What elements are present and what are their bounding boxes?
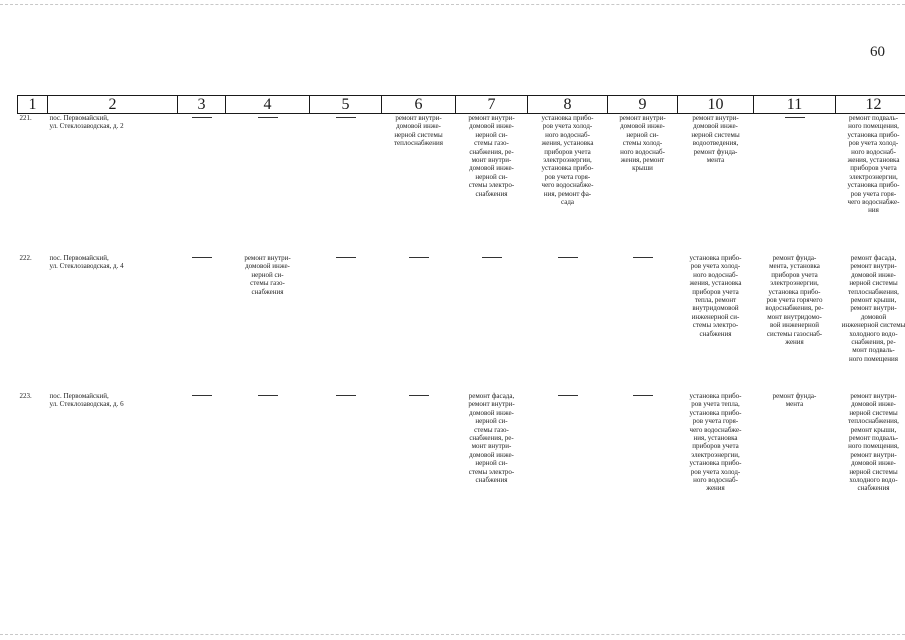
empty-cell	[528, 392, 608, 526]
work-line: внутридомовой	[692, 304, 739, 313]
work-line: ремонт внутри-	[619, 114, 666, 122]
empty-cell	[310, 392, 382, 526]
work-line: ремонт внутри-	[395, 114, 442, 122]
empty-dash	[192, 117, 212, 118]
work-line: ного помещения,	[848, 122, 899, 131]
empty-cell	[456, 254, 528, 392]
work-line: ного водоснаб-	[693, 476, 738, 485]
work-line: домовой инже-	[469, 164, 514, 173]
work-line: ремонт подваль-	[848, 114, 899, 122]
col-header: 4	[226, 96, 310, 114]
table-row	[18, 392, 905, 526]
work-line: стемы холод-	[622, 139, 663, 148]
work-line: тепла, ремонт	[694, 296, 737, 305]
work-line: ного помещения,	[848, 442, 899, 451]
empty-dash	[336, 395, 356, 396]
address-cell	[48, 254, 178, 392]
work-line: снабжения	[475, 189, 508, 198]
work-line: ремонт фасада,	[850, 254, 897, 262]
work-line: нерной системы	[849, 467, 898, 476]
work-line: нерной системы	[849, 408, 898, 417]
work-line: нерной системы	[394, 130, 443, 139]
work-line: установка прибо-	[847, 130, 900, 139]
work-line: ремонт фасада,	[468, 392, 515, 400]
header-row	[18, 96, 905, 114]
work-line: водоотведения,	[692, 139, 739, 148]
work-cell	[836, 254, 905, 392]
work-line: ров учета горя-	[692, 417, 739, 426]
work-line: ремонт подваль-	[848, 434, 899, 443]
work-line: электроэнергии,	[849, 172, 898, 181]
scan-edge-bottom	[0, 634, 905, 636]
empty-dash	[409, 395, 429, 396]
work-line: снабжения, ре-	[469, 434, 514, 443]
work-line: установка прибо-	[689, 254, 742, 262]
work-line: монт внутри-	[471, 442, 512, 451]
work-line: приборов учета	[692, 442, 739, 451]
work-line: стемы электро-	[692, 321, 739, 330]
work-line: установка прибо-	[689, 392, 742, 400]
work-line: ремонт внутри-	[244, 254, 291, 262]
work-line: нерной си-	[475, 417, 508, 426]
address-line: пос. Первомайский,	[49, 114, 109, 122]
work-line: холодного водо-	[849, 329, 898, 338]
table-row	[18, 254, 905, 392]
work-line: жения, установка	[689, 279, 742, 288]
work-line: мента, установка	[769, 262, 820, 271]
col-header: 5	[310, 96, 382, 114]
work-line: снабжения	[699, 329, 732, 338]
work-line: ремонт внутри-	[850, 450, 897, 459]
work-line: ного водоснаб-	[620, 147, 665, 156]
col-header: 1	[18, 96, 48, 114]
work-cell	[456, 114, 528, 255]
work-line: стемы газо-	[250, 279, 285, 288]
work-cell	[382, 114, 456, 255]
work-line: нерной си-	[475, 130, 508, 139]
work-line: сада	[561, 198, 574, 207]
work-line: приборов учета	[850, 164, 897, 173]
empty-dash	[258, 395, 278, 396]
work-line: монт внутри-	[471, 156, 512, 165]
empty-dash	[633, 257, 653, 258]
work-line: домовой инже-	[396, 122, 441, 131]
work-line: электроэнергии,	[770, 279, 819, 288]
work-line: жения, установка	[541, 139, 594, 148]
work-line: холодного водо-	[849, 476, 898, 485]
work-line: электроэнергии,	[543, 156, 592, 165]
work-line: чего водоснабже-	[541, 181, 594, 190]
work-line: ремонт фунда-	[772, 392, 817, 400]
address-cell	[48, 114, 178, 255]
work-line: ремонт внутри-	[468, 400, 515, 409]
work-line: ремонт крыши,	[850, 296, 897, 305]
empty-cell	[178, 392, 226, 526]
work-cell	[528, 114, 608, 255]
work-line: приборов учета	[544, 147, 591, 156]
work-line: ремонт фунда-	[693, 147, 738, 156]
page-number: 60	[870, 44, 885, 60]
empty-cell	[754, 114, 836, 255]
work-line: ров учета холод-	[542, 122, 593, 131]
work-line: жения	[706, 484, 725, 493]
work-cell	[678, 114, 754, 255]
work-line: ров учета холод-	[690, 467, 741, 476]
empty-dash	[482, 257, 502, 258]
work-line: ремонт фунда-	[772, 254, 817, 262]
empty-dash	[633, 395, 653, 396]
work-line: теплоснабжения,	[848, 417, 899, 426]
work-line: ремонт внутри-	[468, 114, 515, 122]
empty-cell	[178, 114, 226, 255]
work-line: ния	[868, 206, 879, 215]
work-line: установка прибо-	[768, 287, 821, 296]
work-line: чего водоснабже-	[847, 198, 900, 207]
col-header: 6	[382, 96, 456, 114]
work-line: монт внутридомо-	[767, 312, 822, 321]
work-line: ров учета холод-	[848, 139, 899, 148]
work-line: снабжения	[857, 484, 890, 493]
empty-dash	[336, 117, 356, 118]
col-header: 12	[836, 96, 905, 114]
col-header: 2	[48, 96, 178, 114]
work-line: водоснабжения, ре-	[765, 304, 824, 313]
work-line: ремонт внутри-	[692, 114, 739, 122]
work-cell	[754, 392, 836, 526]
col-header: 11	[754, 96, 836, 114]
work-line: ния, ремонт фа-	[543, 189, 592, 198]
work-line: домовой инже-	[693, 122, 738, 131]
col-header: 10	[678, 96, 754, 114]
row-number: 223.	[19, 392, 32, 400]
work-line: ного водоснаб-	[545, 130, 590, 139]
work-line: домовой инже-	[851, 459, 896, 468]
work-line: домовой инже-	[851, 400, 896, 409]
work-line: снабжения, ре-	[851, 338, 896, 347]
work-line: домовой инже-	[469, 122, 514, 131]
row-number: 222.	[19, 254, 32, 262]
address-line: ул. Стеклозаводская, д. 4	[49, 262, 124, 271]
work-line: ров учета тепла,	[691, 400, 740, 409]
work-line: электроэнергии,	[691, 450, 740, 459]
col-header: 9	[608, 96, 678, 114]
empty-dash	[558, 257, 578, 258]
work-line: домовой инже-	[620, 122, 665, 131]
empty-cell	[310, 114, 382, 255]
work-cell	[836, 114, 905, 255]
work-line: домовой инже-	[469, 450, 514, 459]
empty-cell	[310, 254, 382, 392]
empty-cell	[382, 392, 456, 526]
work-line: нерной си-	[626, 130, 659, 139]
work-line: установка прибо-	[689, 459, 742, 468]
work-line: теплоснабжения	[394, 139, 443, 148]
col-header: 3	[178, 96, 226, 114]
work-cell	[678, 392, 754, 526]
work-cell	[226, 254, 310, 392]
work-line: системы газоснаб-	[766, 329, 823, 338]
empty-dash	[192, 395, 212, 396]
address-cell	[48, 392, 178, 526]
work-line: ремонт крыши,	[850, 425, 897, 434]
address-line: пос. Первомайский,	[49, 392, 109, 400]
scan-edge-top	[0, 4, 905, 6]
work-line: домовой инже-	[851, 270, 896, 279]
work-line: инженерной си-	[691, 312, 740, 321]
work-cell	[754, 254, 836, 392]
address-line: пос. Первомайский,	[49, 254, 109, 262]
work-line: ров учета горячего	[766, 296, 823, 305]
work-line: монт подваль-	[852, 346, 895, 355]
work-line: ров учета горя-	[544, 172, 591, 181]
work-line: теплоснабжения,	[848, 287, 899, 296]
work-line: домовой	[860, 312, 887, 321]
work-line: снабжения, ре-	[469, 147, 514, 156]
work-line: нерной си-	[475, 459, 508, 468]
empty-cell	[382, 254, 456, 392]
empty-dash	[409, 257, 429, 258]
work-line: нерной си-	[475, 172, 508, 181]
address-line: ул. Стеклозаводская, д. 2	[49, 122, 124, 131]
work-line: ного водоснаб-	[693, 270, 738, 279]
empty-cell	[226, 114, 310, 255]
empty-dash	[558, 395, 578, 396]
empty-cell	[608, 392, 678, 526]
work-line: снабжения	[475, 476, 508, 485]
work-line: приборов учета	[771, 270, 818, 279]
work-line: домовой инже-	[245, 262, 290, 271]
work-line: нерной си-	[251, 270, 284, 279]
empty-dash	[192, 257, 212, 258]
address-line: ул. Стеклозаводская, д. 6	[49, 400, 124, 409]
work-line: мента	[706, 156, 725, 165]
empty-dash	[336, 257, 356, 258]
work-line: ного водоснаб-	[851, 147, 896, 156]
col-header: 7	[456, 96, 528, 114]
work-line: ров учета холод-	[690, 262, 741, 271]
work-line: снабжения	[251, 287, 284, 296]
empty-cell	[608, 254, 678, 392]
empty-dash	[258, 117, 278, 118]
work-line: домовой инже-	[469, 408, 514, 417]
work-line: ремонт внутри-	[850, 304, 897, 313]
empty-dash	[785, 117, 805, 118]
work-line: стемы электро-	[468, 181, 515, 190]
work-cell	[678, 254, 754, 392]
work-line: ного помещения	[848, 354, 899, 363]
work-line: стемы электро-	[468, 467, 515, 476]
work-line: чего водоснабже-	[689, 425, 742, 434]
table-body	[18, 114, 905, 527]
empty-cell	[528, 254, 608, 392]
work-line: жения	[785, 338, 804, 347]
housing-repair-table	[17, 95, 905, 526]
work-line: установка прибо-	[541, 114, 594, 122]
empty-cell	[178, 254, 226, 392]
work-cell	[608, 114, 678, 255]
work-line: стемы газо-	[474, 139, 509, 148]
work-line: мента	[785, 400, 804, 409]
work-line: установка прибо-	[689, 408, 742, 417]
work-cell	[456, 392, 528, 526]
work-line: жения, установка	[847, 156, 900, 165]
work-line: установка прибо-	[847, 181, 900, 190]
table-row	[18, 114, 905, 255]
empty-cell	[226, 392, 310, 526]
work-line: приборов учета	[692, 287, 739, 296]
work-line: ремонт внутри-	[850, 262, 897, 271]
work-line: вой инженерной	[770, 321, 819, 330]
work-line: ния, установка	[693, 434, 738, 443]
work-cell	[836, 392, 905, 526]
work-line: жения, ремонт	[620, 156, 665, 165]
work-line: ремонт внутри-	[850, 392, 897, 400]
work-line: ров учета горя-	[850, 189, 897, 198]
work-line: крыши	[632, 164, 653, 173]
work-line: нерной системы	[691, 130, 740, 139]
work-line: нерной системы	[849, 279, 898, 288]
col-header: 8	[528, 96, 608, 114]
work-line: инженерной системы	[841, 321, 905, 330]
row-number: 221.	[19, 114, 32, 122]
work-line: установка прибо-	[541, 164, 594, 173]
work-line: стемы газо-	[474, 425, 509, 434]
